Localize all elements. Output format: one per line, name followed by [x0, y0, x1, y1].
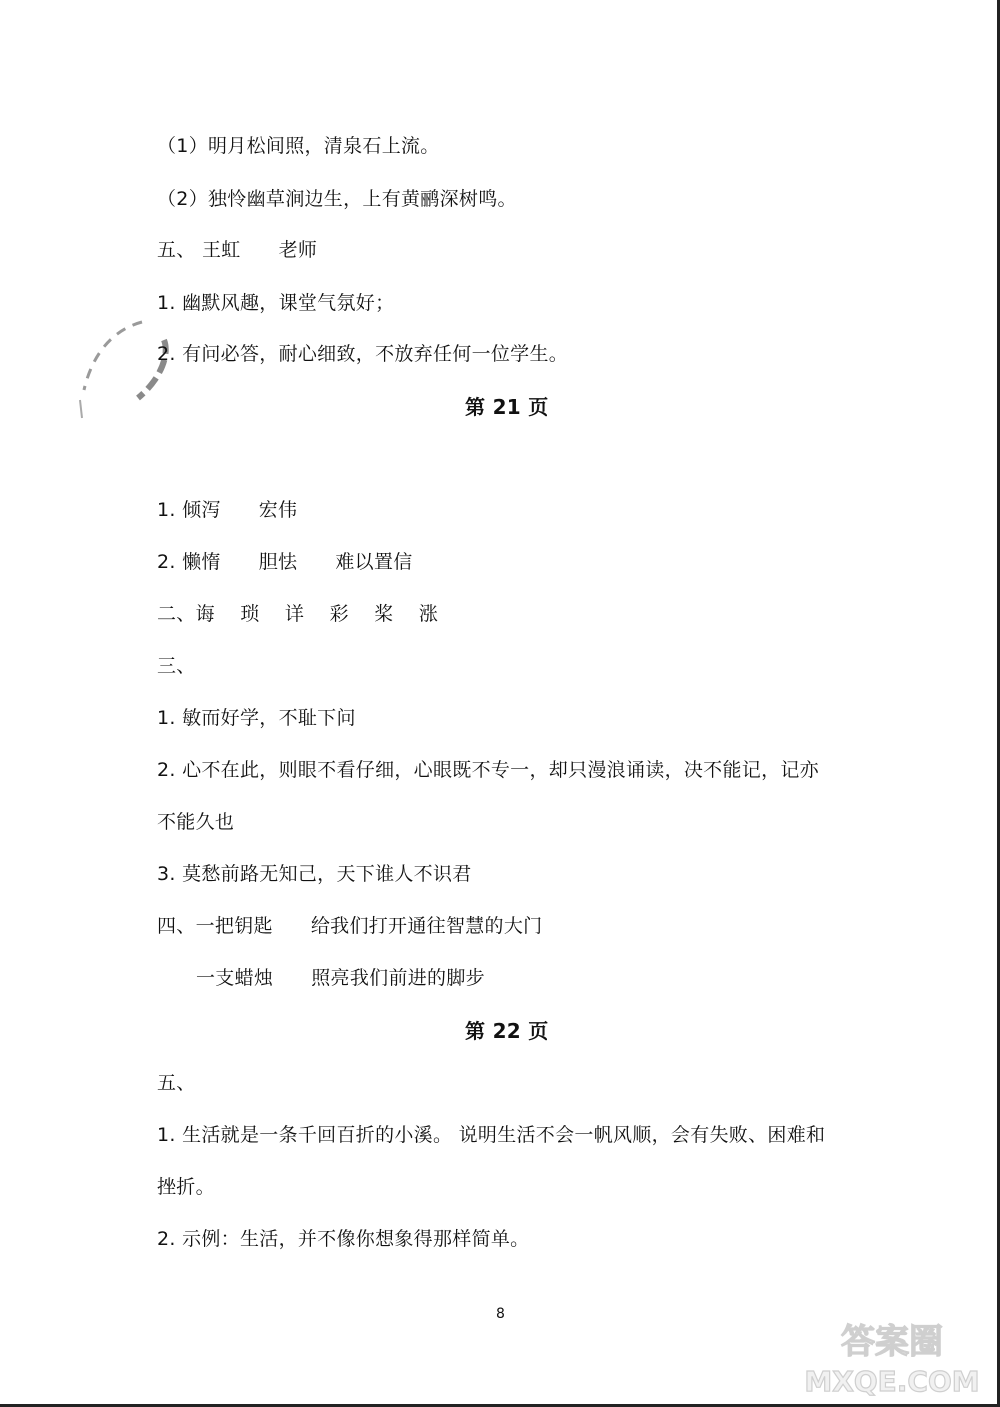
- page-number: 8: [496, 1306, 505, 1322]
- poem-line-1: （1）明月松间照，清泉石上流。: [157, 135, 440, 157]
- section-five-teacher: 五、 王虹 老师: [157, 239, 318, 261]
- quote-2: 2. 心不在此，则眼不看仔细，心眼既不专一，却只漫浪诵读，决不能记，记亦: [157, 759, 819, 781]
- teacher-trait-2: 2. 有问必答，耐心细致，不放弃任何一位学生。: [157, 343, 569, 365]
- quote-3: 3. 莫愁前路无知己，天下谁人不识君: [157, 863, 472, 885]
- section-five-label: 五、: [157, 1072, 196, 1094]
- word-answer-2: 2. 懒惰 胆怯 难以置信: [157, 551, 413, 573]
- section-two-characters: 二、诲 琐 详 彩 桨 涨: [157, 603, 439, 625]
- life-answer-1: 1. 生活就是一条千回百折的小溪。 说明生活不会一帆风顺，会有失败、困难和: [157, 1124, 826, 1146]
- section-three-label: 三、: [157, 655, 196, 677]
- page-22-heading: 第 22 页: [465, 1019, 549, 1043]
- quote-2-continued: 不能久也: [157, 811, 235, 833]
- watermark-site: MXQE.COM: [804, 1365, 980, 1398]
- watermark-logo: [792, 1315, 992, 1399]
- section-four-line-1: 四、一把钥匙 给我们打开通往智慧的大门: [157, 915, 543, 937]
- page-21-heading: 第 21 页: [465, 395, 549, 419]
- life-answer-1-continued: 挫折。: [157, 1176, 215, 1198]
- life-answer-2: 2. 示例：生活，并不像你想象得那样简单。: [157, 1228, 530, 1250]
- teacher-trait-1: 1. 幽默风趣，课堂气氛好；: [157, 292, 395, 314]
- poem-line-2: （2）独怜幽草涧边生，上有黄鹂深树鸣。: [157, 188, 517, 210]
- section-four-line-2: 一支蜡烛 照亮我们前进的脚步: [196, 967, 485, 989]
- quote-1: 1. 敏而好学，不耻下问: [157, 707, 356, 729]
- word-answer-1: 1. 倾泻 宏伟: [157, 499, 298, 521]
- watermark-brand: 答案圈: [841, 1322, 943, 1362]
